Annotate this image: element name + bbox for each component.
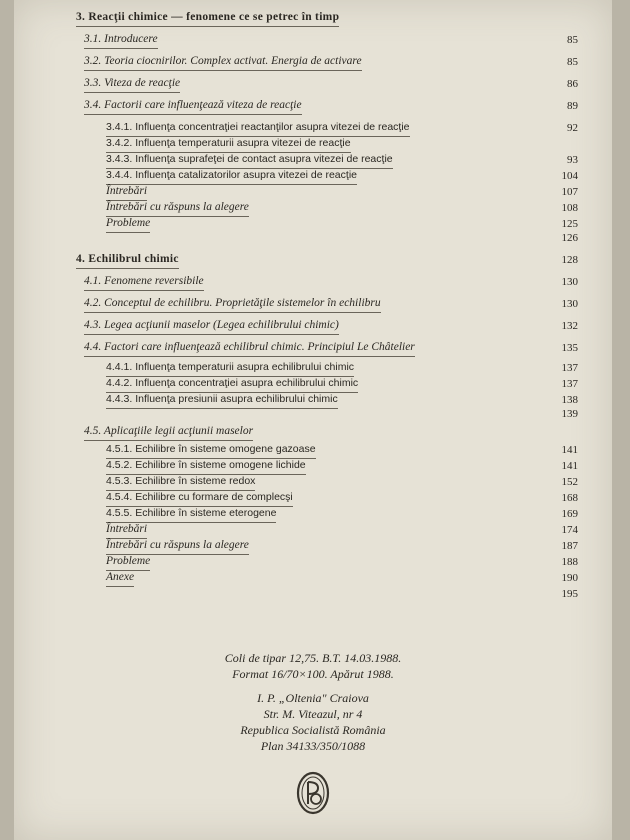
entry-page: 89 [567, 100, 578, 112]
printer-name: I. P. „Oltenia" Craiova [257, 691, 369, 705]
entry-title: Influenţa temperaturii asupra echilibrului chimic [135, 361, 355, 373]
entry-title: Întrebări cu răspuns la alegere [106, 539, 249, 551]
entry-number: 4.4.2. [106, 377, 133, 389]
entry-title: Echilibre în sisteme redox [135, 475, 256, 487]
entry-title: Anexe [106, 571, 135, 583]
entry-number: 4.5.3. [106, 475, 133, 487]
entry-page: 104 [561, 170, 578, 182]
entry-title: Aplicaţiile legii acţiunii maselor [103, 425, 254, 437]
toc-section-3-2 [14, 52, 612, 72]
entry-number: 4.4. [84, 341, 102, 353]
entry-page: 139 [561, 408, 578, 420]
entry-number: 3.4. [84, 99, 102, 111]
entry-page: 152 [561, 476, 578, 488]
entry-page: 135 [561, 342, 578, 354]
entry-page: 130 [561, 276, 578, 288]
entry-number: 4.3. [84, 319, 102, 331]
entry-page: 137 [561, 362, 578, 374]
entry-page: 168 [561, 492, 578, 504]
entry-page: 174 [561, 524, 578, 536]
entry-page: 138 [561, 394, 578, 406]
entry-title: Echilibre cu formare de complecşi [135, 491, 293, 503]
entry-title: Factorii care influenţează viteza de reacţie [104, 99, 302, 111]
entry-title: Reacţii chimice — fenomene ce se petrec în timp [88, 11, 340, 23]
entry-page: 125 [561, 218, 578, 230]
entry-page: 85 [567, 34, 578, 46]
entry-title: Echilibre în sisteme omogene lichide [135, 459, 306, 471]
entry-title: Factori care influenţează echilibrul chimic. Principiul Le Châtelier [104, 341, 415, 353]
entry-number: 3. [76, 11, 86, 23]
entry-number: 4.5.5. [106, 507, 133, 519]
entry-page: 137 [561, 378, 578, 390]
entry-page: 85 [567, 56, 578, 68]
entry-title: Echilibre în sisteme eterogene [135, 507, 277, 519]
publisher-logo-icon [294, 768, 332, 818]
entry-number: 4. [76, 253, 86, 265]
entry-title: Probleme [106, 217, 151, 229]
entry-title: Influenţa presiunii asupra echilibrului chimic [135, 393, 338, 405]
entry-page: 187 [561, 540, 578, 552]
entry-page: 126 [561, 232, 578, 244]
entry-title: Legea acţiunii maselor (Legea echilibrului chimic) [104, 319, 339, 331]
toc-section-4-2 [14, 294, 612, 314]
entry-page: 128 [561, 254, 578, 266]
toc-page-only [14, 404, 612, 424]
toc-chapter-3 [14, 8, 612, 28]
entry-number: 4.4.3. [106, 393, 133, 405]
entry-title: Viteza de reacţie [104, 77, 181, 89]
entry-page: 169 [561, 508, 578, 520]
entry-number: 3.4.2. [106, 137, 133, 149]
entry-page: 195 [561, 588, 578, 600]
entry-page: 93 [567, 154, 578, 166]
entry-page: 86 [567, 78, 578, 90]
print-sheets-line: Coli de tipar 12,75. B.T. 14.03.1988. [224, 651, 402, 665]
entry-title: Echilibrul chimic [88, 253, 179, 265]
format-line: Format 16/70×100. Apărut 1988. [232, 667, 394, 681]
entry-title: Conceptul de echilibru. Proprietăţile sistemelor în echilibru [104, 297, 381, 309]
toc-page-only [14, 584, 612, 604]
entry-title: Influenţa concentraţiei asupra echilibrului chimic [135, 377, 359, 389]
toc-section-3-1 [14, 30, 612, 50]
entry-number: 3.2. [84, 55, 102, 67]
entry-title: Întrebări [106, 523, 148, 535]
toc-section-4-1 [14, 272, 612, 292]
entry-number: 3.4.1. [106, 121, 133, 133]
entry-title: Influenţa concentraţiei reactanţilor asupra vitezei de reacţie [135, 121, 410, 133]
entry-number: 4.5. [84, 425, 102, 437]
entry-number: 3.1. [84, 33, 102, 45]
entry-title: Influenţa catalizatorilor asupra vitezei de reacţie [135, 169, 357, 181]
country-line: Republica Socialistă România [240, 723, 386, 737]
entry-page: 130 [561, 298, 578, 310]
entry-number: 4.2. [84, 297, 102, 309]
entry-title: Teoria ciocnirilor. Complex activat. Energia de activare [104, 55, 362, 67]
printer-address: Str. M. Viteazul, nr 4 [263, 707, 363, 721]
toc-chapter-4 [14, 250, 612, 270]
toc-page-only [14, 228, 612, 248]
entry-number: 4.1. [84, 275, 102, 287]
entry-number: 3.3. [84, 77, 102, 89]
entry-title: Probleme [106, 555, 151, 567]
toc-section-3-4 [14, 96, 612, 116]
entry-number: 3.4.4. [106, 169, 133, 181]
entry-title: Introducere [104, 33, 158, 45]
entry-title: Influenţa temperaturii asupra vitezei de reacţie [135, 137, 351, 149]
entry-title: Influenţa suprafeţei de contact asupra vitezei de reacţie [135, 153, 393, 165]
entry-page: 188 [561, 556, 578, 568]
entry-number: 4.5.1. [106, 443, 133, 455]
entry-number: 4.5.4. [106, 491, 133, 503]
entry-page: 107 [561, 186, 578, 198]
entry-title: Fenomene reversibile [104, 275, 204, 287]
entry-number: 4.4.1. [106, 361, 133, 373]
plan-line: Plan 34133/350/1088 [260, 739, 366, 753]
colophon [14, 650, 612, 754]
book-page [14, 0, 612, 840]
entry-page: 108 [561, 202, 578, 214]
toc-section-4-5 [14, 422, 612, 442]
toc-section-4-3 [14, 316, 612, 336]
entry-page: 141 [561, 444, 578, 456]
toc-section-3-3 [14, 74, 612, 94]
entry-number: 3.4.3. [106, 153, 133, 165]
entry-title: Echilibre în sisteme omogene gazoase [135, 443, 316, 455]
entry-page: 92 [567, 122, 578, 134]
entry-page: 141 [561, 460, 578, 472]
entry-page: 190 [561, 572, 578, 584]
entry-title: Întrebări [106, 185, 148, 197]
entry-number: 4.5.2. [106, 459, 133, 471]
entry-title: Întrebări cu răspuns la alegere [106, 201, 249, 213]
toc-section-4-4 [14, 338, 612, 358]
entry-page: 132 [561, 320, 578, 332]
